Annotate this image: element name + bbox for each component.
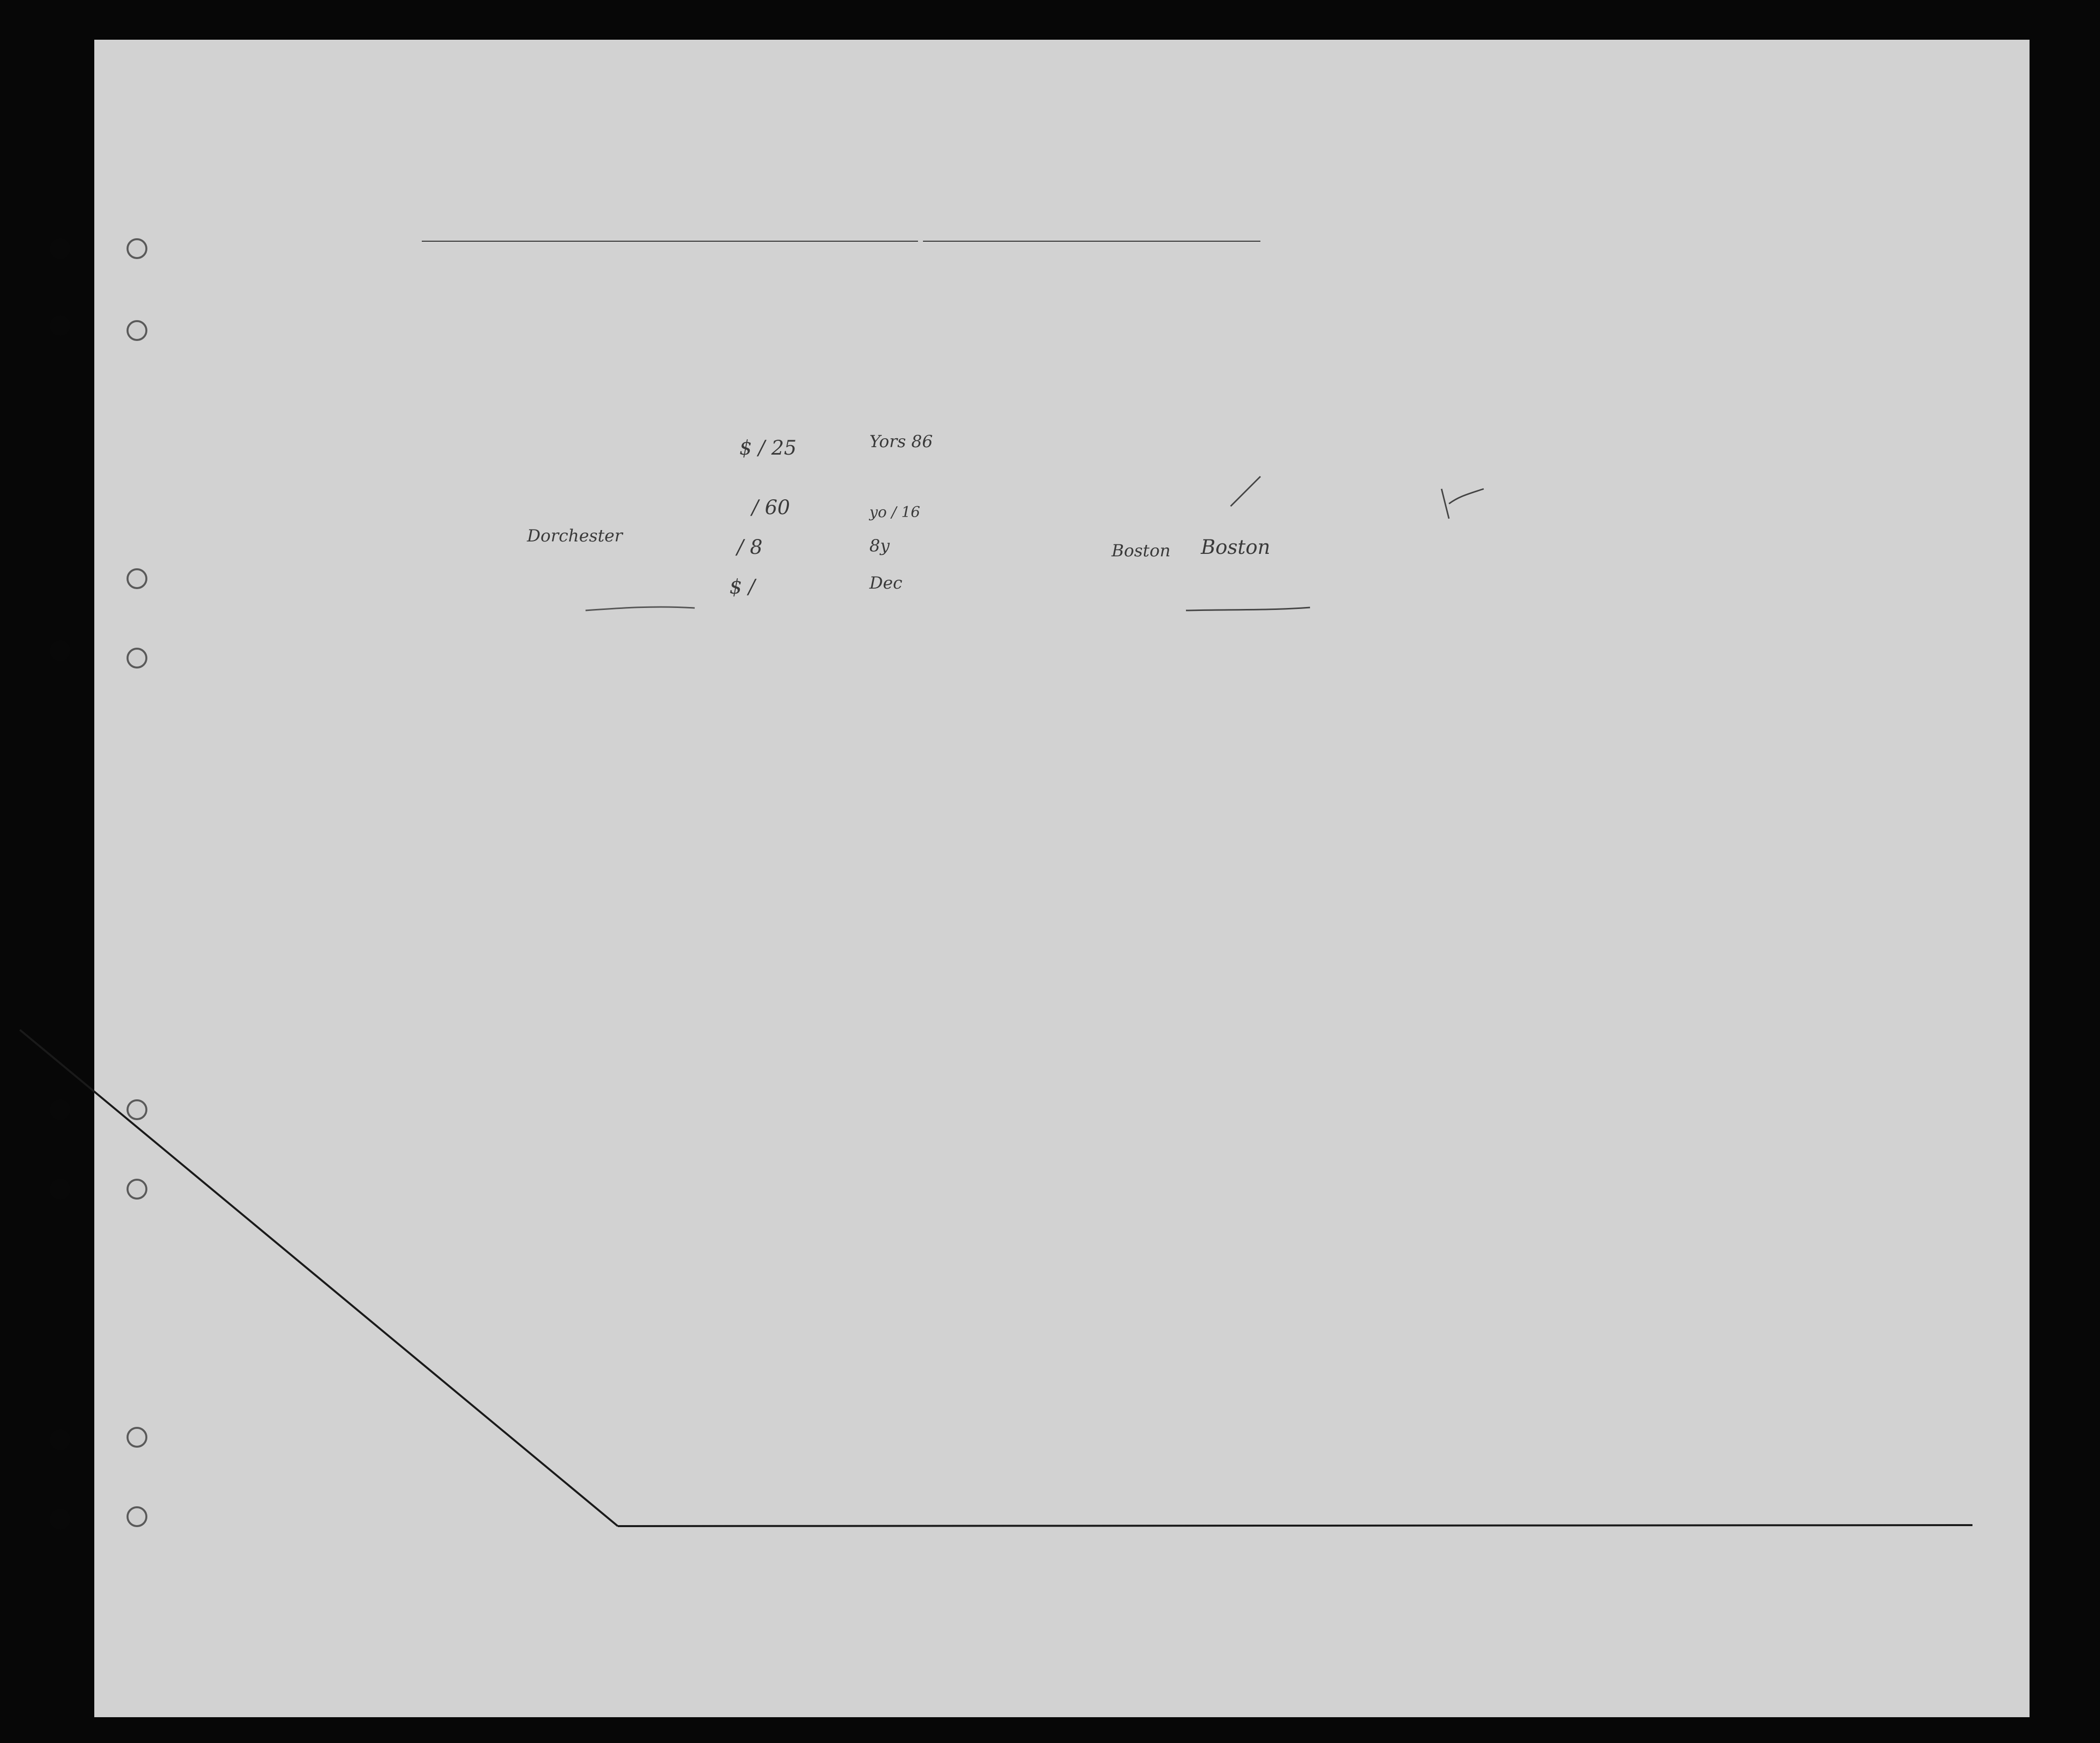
- cancel-horizontal: [618, 1525, 1972, 1526]
- handwritten-dorchester: Dorchester: [527, 526, 623, 546]
- port-underline: [422, 241, 918, 242]
- handwritten-check-3: / 8: [737, 536, 763, 559]
- handwritten-note-3: 8y: [869, 536, 890, 556]
- handwritten-note-1: Yors 86: [869, 432, 933, 452]
- handwritten-struck: Boston: [1201, 536, 1270, 559]
- handwritten-check-1: $ / 25: [739, 437, 797, 460]
- handwritten-check-4: $ /: [729, 576, 755, 599]
- cancel-diagonal: [20, 1030, 618, 1526]
- handwritten-boston: Boston: [1112, 541, 1171, 561]
- date-underline: [923, 241, 1260, 242]
- handwritten-note-4: Dec: [869, 573, 903, 593]
- handwritten-check-2: / 60: [752, 496, 790, 519]
- handwritten-note-2: yo / 16: [869, 504, 920, 521]
